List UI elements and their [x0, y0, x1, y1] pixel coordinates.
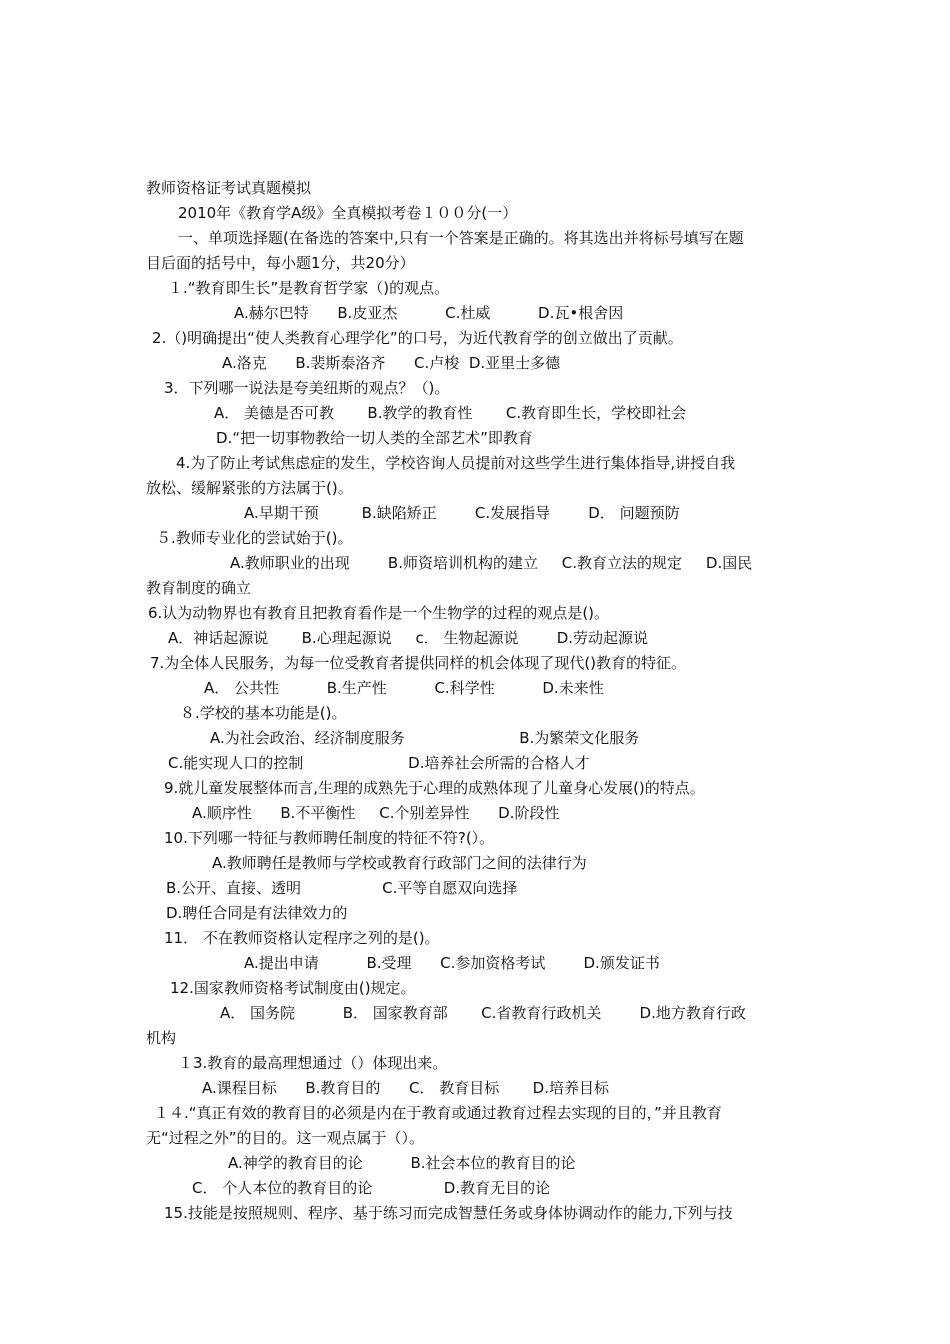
question-5: ５.教师专业化的尝试始于()。 [156, 529, 353, 547]
question-5-options: A.教师职业的出现 B.师资培训机构的建立 C.教育立法的规定 D.国民 [230, 554, 753, 572]
question-10: 10.下列哪一特征与教师聘任制度的特征不符?(）。 [164, 829, 495, 847]
question-14: １４.“真正有效的教育目的必须是内在于教育或通过教育过程去实现的目的，”并且教育 [154, 1104, 722, 1122]
question-12-options-cont: 机构 [146, 1029, 177, 1047]
question-3: 3．下列哪一说法是夸美纽斯的观点？（)。 [164, 379, 450, 397]
exam-title: 2010年《教育学A级》全真模拟考卷１００分(一） [178, 204, 518, 222]
section-heading-cont: 目后面的括号中，每小题1分，共20分） [146, 254, 415, 272]
question-9: 9.就儿童发展整体而言,生理的成熟先于心理的成熟体现了儿童身心发展()的特点。 [164, 779, 705, 797]
question-8: ８.学校的基本功能是()。 [180, 704, 347, 722]
question-8-options-ab: A.为社会政治、经济制度服务 B.为繁荣文化服务 [210, 729, 640, 747]
question-11-options: A.提出申请 B.受理 C.参加资格考试 D.颁发证书 [244, 954, 660, 972]
question-5-options-cont: 教育制度的确立 [146, 579, 252, 597]
question-10-option-d: D.聘任合同是有法律效力的 [166, 904, 348, 922]
question-14-options-ab: A.神学的教育目的论 B.社会本位的教育目的论 [228, 1154, 576, 1172]
question-14-options-cd: C． 个人本位的教育目的论 D.教育无目的论 [192, 1179, 551, 1197]
question-10-options-bc: B.公开、直接、透明 C.平等自愿双向选择 [166, 879, 518, 897]
question-1-options: A.赫尔巴特 B.皮亚杰 C.杜威 D.瓦•根舍因 [234, 304, 624, 322]
question-3-option-d: D.“把一切事物教给一切人类的全部艺术”即教育 [216, 429, 533, 447]
question-4-cont: 放松、缓解紧张的方法属于()。 [146, 479, 353, 497]
question-15: 15.技能是按照规则、程序、基于练习而完成智慧任务或身体协调动作的能力,下列与技 [164, 1204, 733, 1222]
question-11: 11． 不在教师资格认定程序之列的是()。 [164, 929, 440, 947]
question-7: 7.为全体人民服务，为每一位受教育者提供同样的机会体现了现代()教育的特征。 [150, 654, 687, 672]
question-4-options: A.早期干预 B.缺陷矫正 C.发展指导 D． 问题预防 [244, 504, 680, 522]
question-12-options: A． 国务院 B． 国家教育部 C.省教育行政机关 D.地方教育行政 [220, 1004, 746, 1022]
question-12: 12.国家教师资格考试制度由()规定。 [170, 979, 416, 997]
question-6: 6.认为动物界也有教育且把教育看作是一个生物学的过程的观点是()。 [148, 604, 610, 622]
question-7-options: A． 公共性 B.生产性 C.科学性 D.未来性 [204, 679, 604, 697]
question-13: １3.教育的最高理想通过（）体现出来。 [178, 1054, 448, 1072]
question-1: １.“教育即生长”是教育哲学家（)的观点。 [168, 279, 450, 297]
question-2-options: A.洛克 B.裴斯泰洛齐 C.卢梭 D.亚里士多德 [222, 354, 561, 372]
question-10-option-a: A.教师聘任是教师与学校或教育行政部门之间的法律行为 [212, 854, 587, 872]
doc-title: 教师资格证考试真题模拟 [146, 179, 312, 197]
question-8-options-cd: C.能实现人口的控制 D.培养社会所需的合格人才 [168, 754, 590, 772]
question-6-options: A．神话起源说 B.心理起源说 c． 生物起源说 D.劳动起源说 [168, 629, 649, 647]
section-heading: 一、单项选择题(在备选的答案中,只有一个答案是正确的。将其选出并将标号填写在题 [178, 229, 744, 247]
question-14-cont: 无“过程之外”的目的。这一观点属于（）。 [146, 1129, 425, 1147]
question-13-options: A.课程目标 B.教育目的 C． 教育目标 D.培养目标 [202, 1079, 609, 1097]
question-9-options: A.顺序性 B.不平衡性 C.个别差异性 D.阶段性 [192, 804, 560, 822]
question-3-options: A． 美德是否可教 B.教学的教育性 C.教育即生长，学校即社会 [214, 404, 687, 422]
question-2: 2.（)明确提出“使人类教育心理学化”的口号，为近代教育学的创立做出了贡献。 [152, 329, 683, 347]
question-4: 4.为了防止考试焦虑症的发生，学校咨询人员提前对这些学生进行集体指导,讲授自我 [176, 454, 736, 472]
